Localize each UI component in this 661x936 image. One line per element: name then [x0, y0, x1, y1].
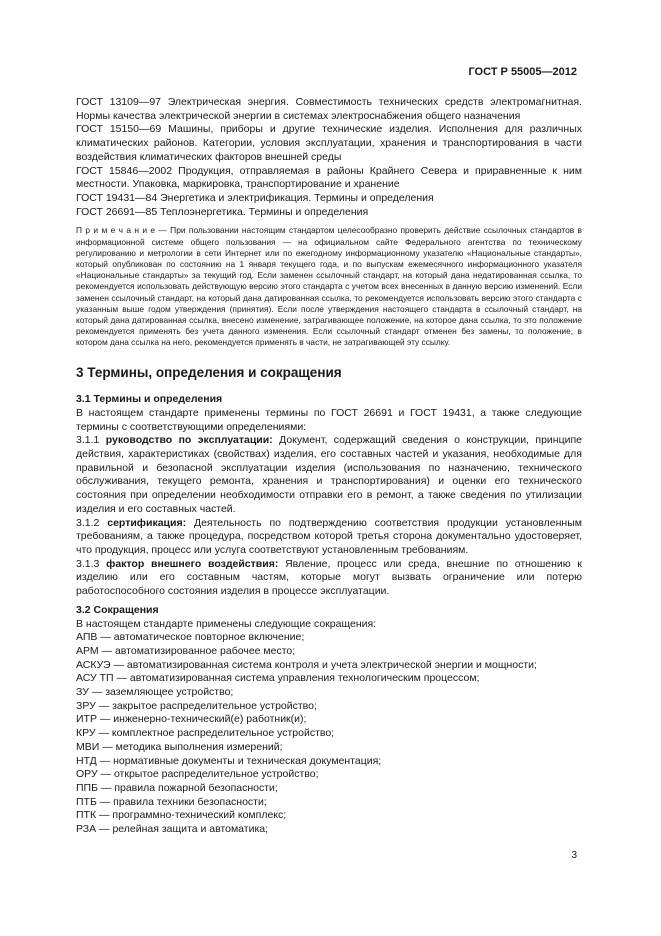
abbreviation-item: ППБ — правила пожарной безопасности; [76, 781, 278, 794]
page-content [76, 96, 582, 837]
abbreviation-item: ЗРУ — закрытое распределительное устройство; [76, 699, 317, 712]
section-heading: 3 Термины, определения и сокращения [76, 364, 342, 380]
note-label: П р и м е ч а н и е — [76, 225, 167, 236]
term-number: 3.1.2 [76, 516, 108, 529]
document-code-header: ГОСТ Р 55005—2012 [468, 66, 577, 78]
abbreviation-item: КРУ — комплектное распределительное устройство; [76, 727, 335, 740]
abbreviations-intro: В настоящем стандарте применены следующие сокращения: [76, 617, 377, 630]
abbreviation-item: ПТК — программно-технический комплекс; [76, 809, 287, 822]
abbreviation-item: ИТР — инженерно-технический(е) работник(и); [76, 713, 307, 726]
ref-entry: ГОСТ 13109—97 Электрическая энергия. Совместимость технических средств электромагнитная. Нормы качества электрической энергии в системах электроснабжения общего назначения [76, 96, 582, 122]
term-definition: Деятельность по подтверждению соответствия продукции установленным требованиям, а также процедура, посредством которой третья сторона документально удостоверяет, что продукция, процесс или услуга соответствуют установленным требованиям. [76, 516, 582, 556]
ref-entry: ГОСТ 15846—2002 Продукция, отправляемая в районы Крайнего Севера и приравненные к ним местности. Упаковка, маркировка, транспортирование и хранение [76, 164, 582, 191]
subsection-heading-abbreviations: 3.2 Сокращения [76, 603, 159, 616]
abbreviation-item: НТД — нормативные документы и техническая документация; [76, 754, 382, 767]
reference-note [76, 225, 582, 348]
term-entry [76, 558, 582, 599]
terms-intro: В настоящем стандарте применены термины по ГОСТ 26691 и ГОСТ 19431, а также следующие термины с соответствующими определениями: [76, 406, 582, 433]
abbreviation-item: АСКУЭ — автоматизированная система контроля и учета электрической энергии и мощности; [76, 658, 537, 671]
subsection-heading-terms: 3.1 Термины и определения [76, 393, 223, 406]
ref-entry: ГОСТ 15150—69 Машины, приборы и другие технические изделия. Исполнения для различных климатических районов. Категории, условия эксплуатации, хранения и транспортирования в части воздействия климатических факторов внешней среды [76, 123, 582, 163]
term-name: руководство по эксплуатации: [105, 434, 273, 447]
term-name: сертификация: [107, 516, 187, 529]
abbreviation-item: ОРУ — открытое распределительное устройство; [76, 768, 319, 781]
term-definition: Документ, содержащий сведения о конструкции, принципе действия, характеристиках (свойствах) изделия, его составных частей и указания, необходимые для правильной и безопасной эксплуатации изделия (использования по назначению, технического обслуживания, текущего ремонта, хранения и транспортирования) и оценки его технического состояния при определении необходимости отправки его в ремонт, а также сведения по утилизации изделия и его составных частей. [76, 434, 582, 515]
abbreviation-item: ПТБ — правила техники безопасности; [76, 795, 267, 808]
ref-entry: ГОСТ 19431—84 Энергетика и электрификация. Термины и определения [76, 191, 434, 204]
abbreviation-item: РЗА — релейная защита и автоматика; [76, 823, 269, 836]
ref-entry: ГОСТ 26691—85 Теплоэнергетика. Термины и определения [76, 205, 369, 218]
term-number: 3.1.1 [76, 434, 106, 447]
term-entry [76, 434, 582, 516]
page-number: 3 [571, 850, 577, 861]
abbreviation-item: АСУ ТП — автоматизированная система управления технологическим процессом; [76, 672, 480, 685]
abbreviation-item: МВИ — методика выполнения измерений; [76, 740, 283, 753]
abbreviation-item: АРМ — автоматизированное рабочее место; [76, 644, 296, 657]
term-entry [76, 517, 582, 558]
abbreviation-item: АПВ — автоматическое повторное включение; [76, 631, 305, 644]
abbreviation-item: ЗУ — заземляющее устройство; [76, 686, 234, 699]
note-text: При пользовании настоящим стандартом целесообразно проверить действие ссылочных стандартов в информационной системе общего пользования — на официальном сайте Федерального агентства по техническому регулированию и метрологии в сети Интернет или по ежегодному информационному указателю «Национальные стандарты», который опубликован по состоянию на 1 января текущего года, и по выпускам ежемесячного информационного указателя «Национальные стандарты» за текущий год. Если заменен ссылочный стандарт, на который дана недатированная ссылка, то рекомендуется использовать действующую версию этого стандарта с учетом всех внесенных в данную версию изменений. Если заменен ссылочный стандарт, на который дана датированная ссылка, то рекомендуется использовать версию этого стандарта с указанным выше годом утверждения (принятия). Если после утверждения настоящего стандарта в ссылочный стандарт, на который дана датированная ссылка, внесено изменение, затрагивающее положение, на которое дана ссылка, то это положение рекомендуется применять без учета данного изменения. Если ссылочный стандарт отменен без замены, то положение, в котором дана ссылка на него, рекомендуется применять в части, не затрагивающей эту ссылку. [76, 225, 582, 348]
term-number: 3.1.3 [76, 557, 107, 570]
term-name: фактор внешнего воздействия: [106, 557, 279, 570]
term-definition: Явление, процесс или среда, внешние по отношению к изделию или его составным частям, которые могут вызвать ограничение или потерю работоспособного состояния изделия в процессе эксплуатации. [76, 557, 582, 598]
